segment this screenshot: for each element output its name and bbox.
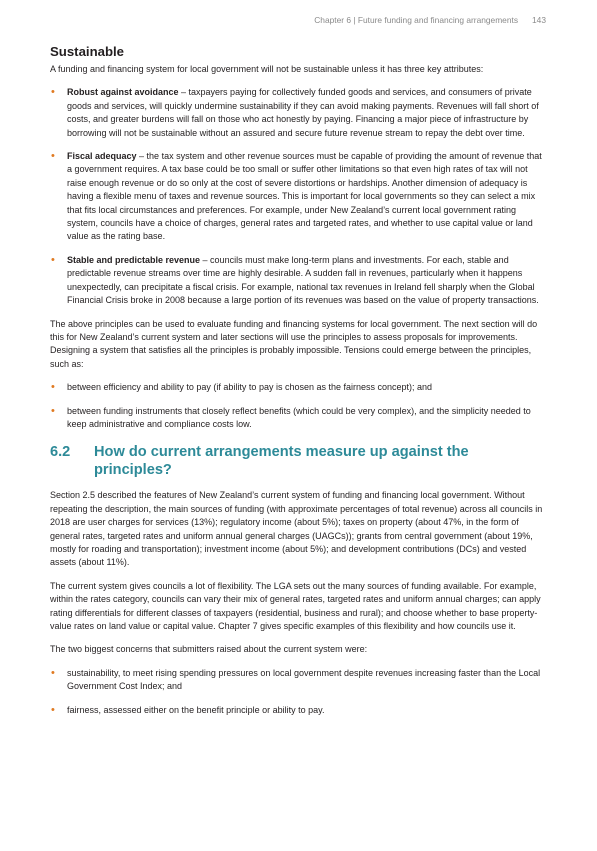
attributes-list	[50, 86, 546, 307]
attribute-text: – councils must make long-term plans and investments. For each, stable and predictable revenue streams over time are highly desirable. A sudden fall in revenues, particularly when it happens unexpectedly, can precipitate a fiscal crisis. For example, national tax revenues in Ireland fell sharply when the Global Financial Crisis broke in 2008 because a large portion of its revenues was based on the value of property transactions.	[67, 254, 539, 306]
tension-text: between funding instruments that closely reflect benefits (which could be very complex), and the simplicity needed to keep administrative and compliance costs low.	[67, 405, 531, 429]
flexibility-paragraph: The current system gives councils a lot of flexibility. The LGA sets out the many sources of funding available. For example, within the rates category, councils can vary their mix of general rates, targeted rates and uniform annual charges; can apply rating differentials for different classes of taxpayers (residential, business and rural); and choose whether to base property-value rates on land value or capital value. Chapter 7 gives specific examples of this flexibility and how councils use it.	[50, 580, 541, 631]
current-system-paragraph: Section 2.5 described the features of New Zealand’s current system of funding and financing local government. Without repeating the description, the main sources of funding (with approximate percentages of total revenue) across all councils in 2018 are user charges for services (13%); regulatory income (about 5%); taxes on property (about 47%, in the form of general rates, targeted rates and uniform annual general charges (UAGCs)); grants from central government (about 19%, mostly for roading and transportation); investment income (about 5%); and development contributions (DCs) and vested assets (about 11%).	[50, 490, 543, 568]
concerns-list	[50, 667, 546, 717]
list-item	[50, 86, 546, 140]
concerns-intro-paragraph: The two biggest concerns that submitters raised about the current system were:	[50, 644, 368, 655]
section-heading-6-2	[50, 443, 546, 479]
attribute-term: Stable and predictable revenue	[67, 254, 201, 265]
page-number: 143	[532, 15, 546, 25]
tensions-list	[50, 381, 546, 431]
concern-text: fairness, assessed either on the benefit principle or ability to pay.	[67, 704, 325, 715]
bullet-icon: •	[51, 703, 55, 716]
intro-paragraph: A funding and financing system for local government will not be sustainable unless it has three key attributes:	[50, 64, 484, 74]
bullet-icon: •	[51, 666, 55, 679]
list-item	[50, 704, 546, 717]
list-item	[50, 667, 546, 694]
page-header	[314, 15, 546, 25]
attribute-term: Robust against avoidance	[67, 87, 179, 98]
attribute-text: – taxpayers paying for collectively funded goods and services, and consumers of private goods and services, will quickly undermine sustainability if they can avoid making payments. Revenues will fall short of costs, and greater burdens will fall on those who act honestly by paying. Financing a major piece of infrastructure by borrowing will not be sustainable without an assured and secure future revenue stream to repay the debt over time.	[67, 87, 539, 138]
attribute-term: Fiscal adequacy	[67, 151, 137, 162]
list-item	[50, 381, 546, 394]
bullet-icon: •	[51, 150, 55, 163]
page-body	[50, 44, 546, 727]
principles-paragraph: The above principles can be used to evaluate funding and financing systems for local government. The next section will do this for New Zealand’s current system and later sections will use the principles to assess proposals for improvements. Designing a system that satisfies all the principles is probably impossible. Tensions could emerge between the principles, such as:	[50, 318, 538, 369]
bullet-icon: •	[51, 381, 55, 394]
tension-text: between efficiency and ability to pay (if ability to pay is chosen as the fairness concept); and	[67, 382, 433, 393]
list-item	[50, 150, 546, 244]
list-item	[50, 405, 546, 432]
bullet-icon: •	[51, 86, 55, 99]
section-heading-text: How do current arrangements measure up against the principles?	[94, 444, 469, 479]
concern-text: sustainability, to meet rising spending pressures on local government despite revenues increasing faster than the Local Government Cost Index; and	[67, 667, 541, 692]
attribute-text: – the tax system and other revenue sources must be capable of providing the amount of revenue that a government requires. A tax base could be too small or suffer other limitations so that even high rates of tax will not raise enough revenue or do so only at the cost of severe distortions or hardships. Another dimension of adequacy is having a flexible menu of taxes and revenue sources. This is important for local governments so they can select a mix that fits local circumstances and preferences. For example, under New Zealand’s current local government rating system, councils have a choice of charges, general rates and targeted rates, and whether to use capital value or land value as the rating base.	[67, 151, 542, 242]
bullet-icon: •	[51, 404, 55, 417]
chapter-title: Chapter 6 | Future funding and financing arrangements	[314, 15, 519, 25]
section-number: 6.2	[50, 444, 71, 461]
bullet-icon: •	[51, 253, 55, 266]
section-title-sustainable: Sustainable	[50, 44, 125, 59]
list-item	[50, 254, 546, 308]
